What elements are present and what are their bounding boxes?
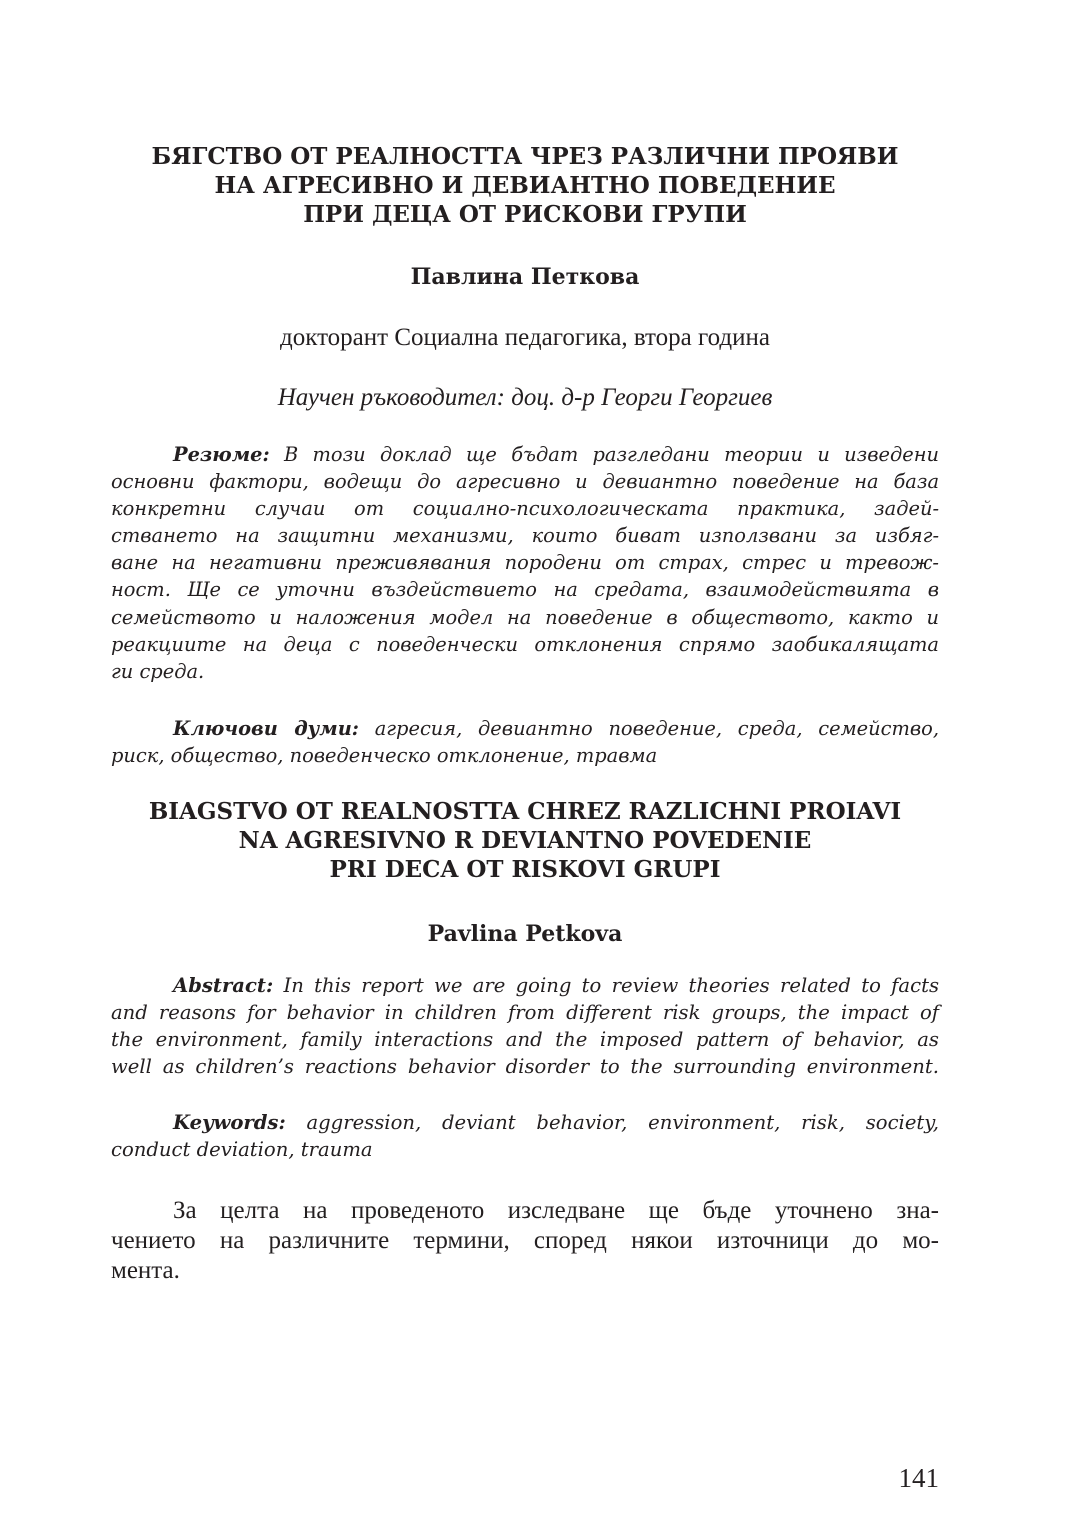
paragraph-line: ги среда. xyxy=(111,659,205,683)
paragraph-line: well as children’s reactions behavior disorder to the surrounding environment. xyxy=(111,1055,939,1079)
abstract-text: In this report we are going to review theories related to facts xyxy=(273,974,939,997)
paragraph-line: семейството и наложения модел на поведение в обществото, както и xyxy=(111,605,939,629)
keywords-bulgarian-label: Ключови думи: xyxy=(173,717,359,740)
paragraph-line: стването на защитни механизми, които биват използвани за избяг- xyxy=(111,524,939,548)
resume-text: В този доклад ще бъдат разгледани теории и изведени xyxy=(269,443,939,466)
title-line: BIAGSTVO OT REALNOSTTA CHREZ RAZLICHNI PROIAVI xyxy=(148,798,902,825)
paragraph-line: реакциите на деца с поведенчески отклонения спрямо заобикалящата xyxy=(111,632,939,656)
paragraph-line xyxy=(111,441,939,468)
body-paragraph xyxy=(111,1196,939,1286)
keywords-english-text: aggression, deviant behavior, environment, risk, society, xyxy=(285,1111,939,1134)
paragraph-line: риск, общество, поведенческо отклонение, травма xyxy=(111,744,658,768)
paragraph-line: and reasons for behavior in children from different risk groups, the impact of xyxy=(111,1001,939,1025)
page-number: 141 xyxy=(898,1463,939,1493)
title-line: NA AGRESIVNO R DEVIANTNO POVEDENIE xyxy=(238,827,812,854)
paragraph-line: conduct deviation, trauma xyxy=(111,1138,373,1162)
paragraph-line xyxy=(111,972,939,999)
paragraph-line: конкретни случаи от социално-психологическата практика, задей- xyxy=(111,497,939,521)
resume-paragraph xyxy=(111,441,939,685)
title-line: БЯГСТВО ОТ РЕАЛНОСТТА ЧРЕЗ РАЗЛИЧНИ ПРОЯВИ xyxy=(151,143,899,170)
paragraph-line: За целта на проведеното изследване ще бъде уточнено зна- xyxy=(173,1197,939,1224)
paragraph-line xyxy=(111,715,939,742)
title-line: НА АГРЕСИВНО И ДЕВИАНТНО ПОВЕДЕНИЕ xyxy=(214,172,836,199)
abstract-paragraph xyxy=(111,972,939,1080)
keywords-english xyxy=(111,1109,939,1163)
author-affiliation: докторант Социална педагогика, втора година xyxy=(280,324,770,351)
paragraph-line: чението на различните термини, според някои източници до мо- xyxy=(111,1227,939,1254)
paragraph-line: ване на негативни преживявания породени от страх, стрес и тревож- xyxy=(111,551,939,575)
keywords-english-label: Keywords: xyxy=(173,1111,286,1134)
keywords-bulgarian-text: агресия, девиантно поведение, среда, семейство, xyxy=(358,717,939,740)
scientific-supervisor: Научен ръководител: доц. д-р Георги Георгиев xyxy=(277,384,773,411)
resume-label: Резюме: xyxy=(173,443,270,466)
document-page xyxy=(111,0,939,1534)
article-title-transliterated xyxy=(111,797,939,884)
paragraph-line: основни фактори, водещи до агресивно и девиантно поведение на база xyxy=(111,470,939,494)
title-line: PRI DECA OT RISKOVI GRUPI xyxy=(329,856,721,883)
paragraph-line: ност. Ще се уточни въздействието на средата, взаимодействията в xyxy=(111,578,939,602)
keywords-bulgarian xyxy=(111,715,939,769)
paragraph-line: the environment, family interactions and the imposed pattern of behavior, as xyxy=(111,1028,939,1052)
author-name-english: Pavlina Petkova xyxy=(427,921,623,947)
author-name-bulgarian: Павлина Петкова xyxy=(410,264,640,290)
title-line: ПРИ ДЕЦА ОТ РИСКОВИ ГРУПИ xyxy=(303,201,747,228)
paragraph-line xyxy=(111,1109,939,1136)
article-title-bulgarian xyxy=(111,142,939,229)
paragraph-line: мента. xyxy=(111,1257,180,1284)
abstract-label: Abstract: xyxy=(173,974,274,997)
